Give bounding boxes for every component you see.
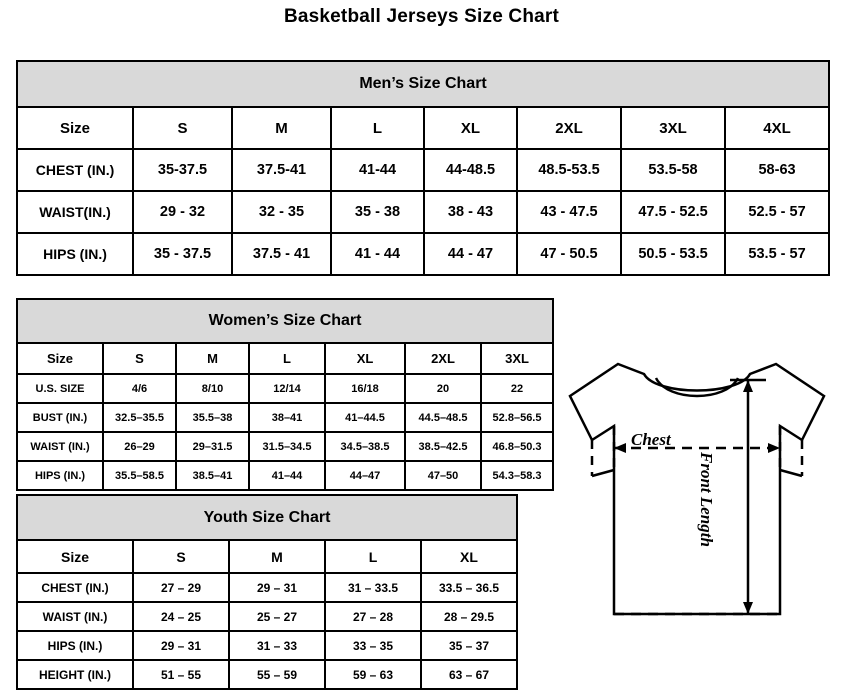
youth-row-label-height: HEIGHT (IN.)	[17, 660, 133, 689]
table-cell: 33.5 – 36.5	[421, 573, 517, 602]
mens-col-header-2xl: 2XL	[517, 107, 621, 149]
table-cell: 54.3–58.3	[481, 461, 553, 490]
youth-col-header-m: M	[229, 540, 325, 573]
table-cell: 20	[405, 374, 481, 403]
table-row	[17, 149, 829, 191]
table-cell: 53.5 - 57	[725, 233, 829, 275]
table-row	[17, 233, 829, 275]
mens-size-chart-table	[16, 60, 830, 276]
mens-col-header-size: Size	[17, 107, 133, 149]
table-cell: 47–50	[405, 461, 481, 490]
table-row	[17, 432, 553, 461]
youth-col-header-l: L	[325, 540, 421, 573]
front-length-label: Front Length	[697, 452, 716, 547]
table-cell: 47.5 - 52.5	[621, 191, 725, 233]
table-cell: 52.8–56.5	[481, 403, 553, 432]
table-row	[17, 374, 553, 403]
womens-col-header-m: M	[176, 343, 249, 374]
table-row	[17, 573, 517, 602]
table-cell: 29–31.5	[176, 432, 249, 461]
table-cell: 35 - 38	[331, 191, 424, 233]
mens-row-label-chest: CHEST (IN.)	[17, 149, 133, 191]
table-cell: 44 - 47	[424, 233, 517, 275]
table-cell: 41 - 44	[331, 233, 424, 275]
table-cell: 63 – 67	[421, 660, 517, 689]
womens-col-header-s: S	[103, 343, 176, 374]
youth-row-label-hips: HIPS (IN.)	[17, 631, 133, 660]
table-cell: 41–44.5	[325, 403, 405, 432]
womens-table-heading: Women’s Size Chart	[17, 299, 553, 343]
table-cell: 27 – 28	[325, 602, 421, 631]
youth-col-header-s: S	[133, 540, 229, 573]
youth-size-chart-table	[16, 494, 518, 690]
youth-table-heading-row	[17, 495, 517, 540]
youth-row-label-waist: WAIST (IN.)	[17, 602, 133, 631]
table-cell: 38.5–42.5	[405, 432, 481, 461]
table-cell: 26–29	[103, 432, 176, 461]
table-cell: 35-37.5	[133, 149, 232, 191]
womens-table-heading-row	[17, 299, 553, 343]
table-cell: 16/18	[325, 374, 405, 403]
table-cell: 52.5 - 57	[725, 191, 829, 233]
table-cell: 35 – 37	[421, 631, 517, 660]
table-cell: 35 - 37.5	[133, 233, 232, 275]
mens-col-header-xl: XL	[424, 107, 517, 149]
page-title: Basketball Jerseys Size Chart	[283, 6, 560, 27]
table-cell: 38–41	[249, 403, 325, 432]
table-cell: 37.5-41	[232, 149, 331, 191]
chest-label: Chest	[631, 430, 671, 449]
table-cell: 53.5-58	[621, 149, 725, 191]
table-cell: 47 - 50.5	[517, 233, 621, 275]
table-cell: 22	[481, 374, 553, 403]
womens-row-label-us-size: U.S. SIZE	[17, 374, 103, 403]
table-cell: 29 – 31	[133, 631, 229, 660]
table-cell: 44-48.5	[424, 149, 517, 191]
table-cell: 55 – 59	[229, 660, 325, 689]
table-cell: 41-44	[331, 149, 424, 191]
table-cell: 38 - 43	[424, 191, 517, 233]
mens-row-label-hips: HIPS (IN.)	[17, 233, 133, 275]
table-cell: 59 – 63	[325, 660, 421, 689]
womens-col-header-l: L	[249, 343, 325, 374]
table-cell: 51 – 55	[133, 660, 229, 689]
table-cell: 37.5 - 41	[232, 233, 331, 275]
mens-table-heading-row	[17, 61, 829, 107]
table-cell: 35.5–58.5	[103, 461, 176, 490]
table-cell: 29 - 32	[133, 191, 232, 233]
table-cell: 4/6	[103, 374, 176, 403]
table-row	[17, 461, 553, 490]
table-cell: 58-63	[725, 149, 829, 191]
youth-header-row	[17, 540, 517, 573]
mens-col-header-m: M	[232, 107, 331, 149]
womens-size-chart-table	[16, 298, 554, 491]
table-cell: 31 – 33.5	[325, 573, 421, 602]
table-cell: 33 – 35	[325, 631, 421, 660]
womens-col-header-xl: XL	[325, 343, 405, 374]
table-cell: 31 – 33	[229, 631, 325, 660]
mens-col-header-4xl: 4XL	[725, 107, 829, 149]
table-cell: 43 - 47.5	[517, 191, 621, 233]
mens-row-label-waist: WAIST(IN.)	[17, 191, 133, 233]
table-cell: 28 – 29.5	[421, 602, 517, 631]
youth-row-label-chest: CHEST (IN.)	[17, 573, 133, 602]
table-cell: 12/14	[249, 374, 325, 403]
womens-row-label-hips: HIPS (IN.)	[17, 461, 103, 490]
table-cell: 38.5–41	[176, 461, 249, 490]
table-row	[17, 631, 517, 660]
table-cell: 34.5–38.5	[325, 432, 405, 461]
table-row	[17, 602, 517, 631]
youth-col-header-size: Size	[17, 540, 133, 573]
mens-col-header-s: S	[133, 107, 232, 149]
table-cell: 48.5-53.5	[517, 149, 621, 191]
table-cell: 44.5–48.5	[405, 403, 481, 432]
womens-col-header-size: Size	[17, 343, 103, 374]
youth-col-header-xl: XL	[421, 540, 517, 573]
table-cell: 24 – 25	[133, 602, 229, 631]
mens-table-heading: Men’s Size Chart	[17, 61, 829, 107]
table-cell: 31.5–34.5	[249, 432, 325, 461]
womens-header-row	[17, 343, 553, 374]
womens-row-label-bust: BUST (IN.)	[17, 403, 103, 432]
womens-col-header-2xl: 2XL	[405, 343, 481, 374]
table-cell: 46.8–50.3	[481, 432, 553, 461]
table-row	[17, 403, 553, 432]
table-cell: 35.5–38	[176, 403, 249, 432]
table-cell: 8/10	[176, 374, 249, 403]
mens-col-header-3xl: 3XL	[621, 107, 725, 149]
table-row	[17, 660, 517, 689]
mens-col-header-l: L	[331, 107, 424, 149]
womens-col-header-3xl: 3XL	[481, 343, 553, 374]
table-cell: 25 – 27	[229, 602, 325, 631]
table-cell: 32 - 35	[232, 191, 331, 233]
table-row	[17, 191, 829, 233]
table-cell: 50.5 - 53.5	[621, 233, 725, 275]
table-cell: 44–47	[325, 461, 405, 490]
youth-table-heading: Youth Size Chart	[17, 495, 517, 540]
table-cell: 27 – 29	[133, 573, 229, 602]
womens-row-label-waist: WAIST (IN.)	[17, 432, 103, 461]
table-cell: 29 – 31	[229, 573, 325, 602]
table-cell: 32.5–35.5	[103, 403, 176, 432]
table-cell: 41–44	[249, 461, 325, 490]
right-sleeve-hem	[780, 470, 802, 476]
mens-header-row	[17, 107, 829, 149]
left-sleeve-hem	[592, 470, 614, 476]
